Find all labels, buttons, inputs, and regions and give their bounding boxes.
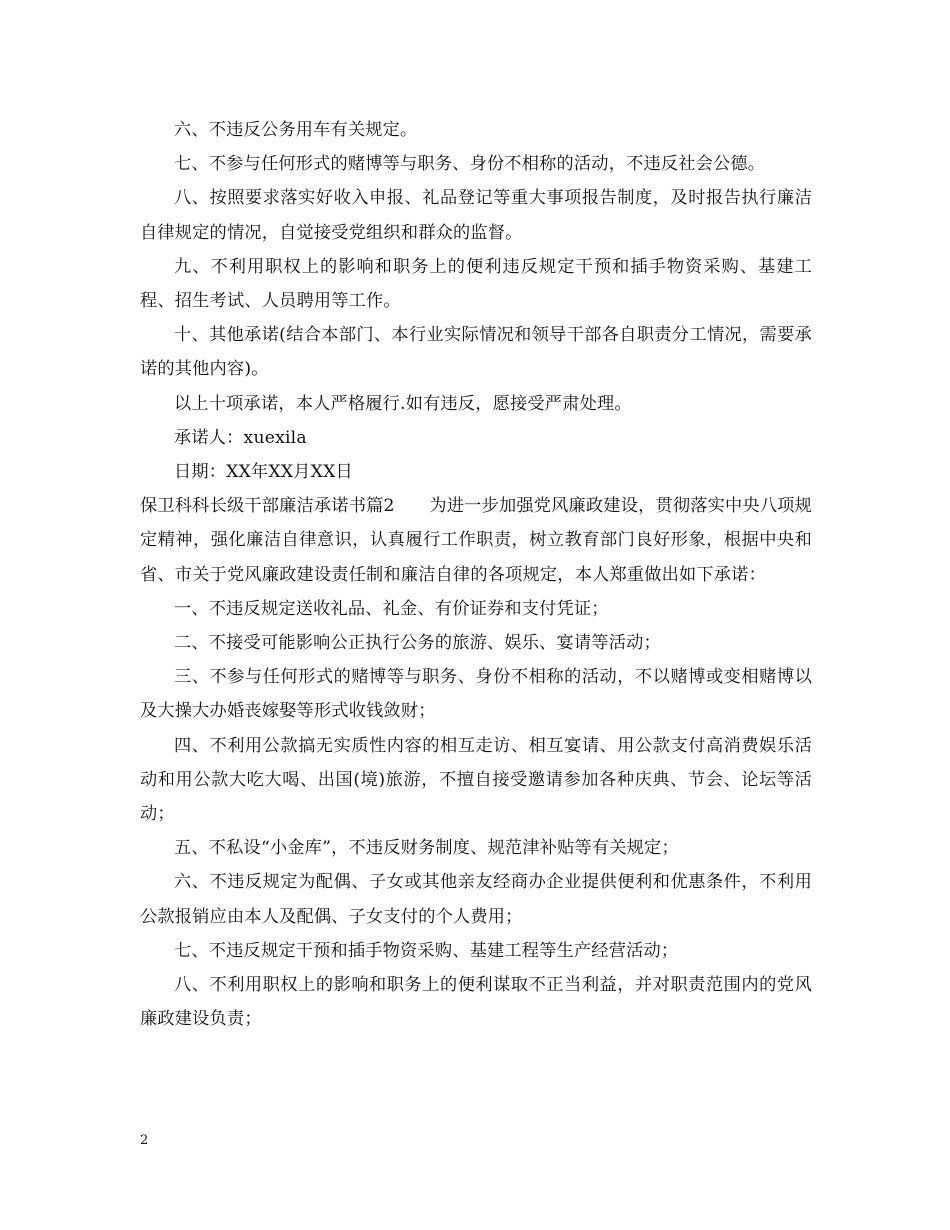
paragraph-item-7: 七、不参与任何形式的赌博等与职务、身份不相称的活动，不违反社会公德。 [174, 154, 766, 175]
section-2-intro: 保卫科科长级干部廉洁承诺书篇2 为进一步加强党风廉政建设，贯彻落实中央八项规定精神，强化廉洁自律意识，认真履行工作职责，树立教育部门良好形象，根据中央和省、市关于党风廉政建设责任制和廉洁自律的各项规定，本人郑重做出如下承诺： [140, 496, 812, 585]
paragraph-item-6: 六、不违反公务用车有关规定。 [174, 120, 418, 140]
date-line: 日期：XX年XX月XX日 [174, 462, 353, 483]
pledge-item-3: 三、不参与任何形式的赌博等与职务、身份不相称的活动，不以赌博或变相赌博以及大操大办婚丧嫁娶等形式收钱敛财； [140, 667, 812, 722]
pledge-item-2: 二、不接受可能影响公正执行公务的旅游、娱乐、宴请等活动； [174, 633, 661, 654]
document-body [140, 113, 812, 1036]
paragraph-item-8: 八、按照要求落实好收入申报、礼品登记等重大事项报告制度，及时报告执行廉洁自律规定的情况，自觉接受党组织和群众的监督。 [140, 188, 812, 243]
paragraph-item-9: 九、不利用职权上的影响和职务上的便利违反规定干预和插手物资采购、基建工程、招生考试、人员聘用等工作。 [140, 256, 812, 312]
signer-line: 承诺人：xuexila [174, 427, 307, 448]
pledge-item-7: 七、不违反规定干预和插手物资采购、基建工程等生产经营活动； [174, 940, 679, 961]
pledge-item-4: 四、不利用公款搞无实质性内容的相互走访、相互宴请、用公款支付高消费娱乐活动和用公款大吃大喝、出国(境)旅游，不擅自接受邀请参加各种庆典、节会、论坛等活动； [140, 735, 812, 825]
pledge-item-5: 五、不私设“小金库”，不违反财务制度、规范津补贴等有关规定； [174, 838, 679, 859]
paragraph-item-10: 十、其他承诺(结合本部门、本行业实际情况和领导干部各自职责分工情况，需要承诺的其他内容)。 [140, 325, 812, 380]
pledge-item-1: 一、不违反规定送收礼品、礼金、有价证券和支付凭证； [174, 598, 609, 619]
pledge-item-6: 六、不违反规定为配偶、子女或其他亲友经商办企业提供便利和优惠条件，不利用公款报销应由本人及配偶、子女支付的个人费用； [140, 872, 812, 927]
page-number: 2 [140, 1133, 149, 1148]
commitment-summary: 以上十项承诺，本人严格履行.如有违反，愿接受严肃处理。 [174, 393, 632, 414]
pledge-item-8: 八、不利用职权上的影响和职务上的便利谋取不正当利益，并对职责范围内的党风廉政建设负责； [140, 975, 812, 1030]
